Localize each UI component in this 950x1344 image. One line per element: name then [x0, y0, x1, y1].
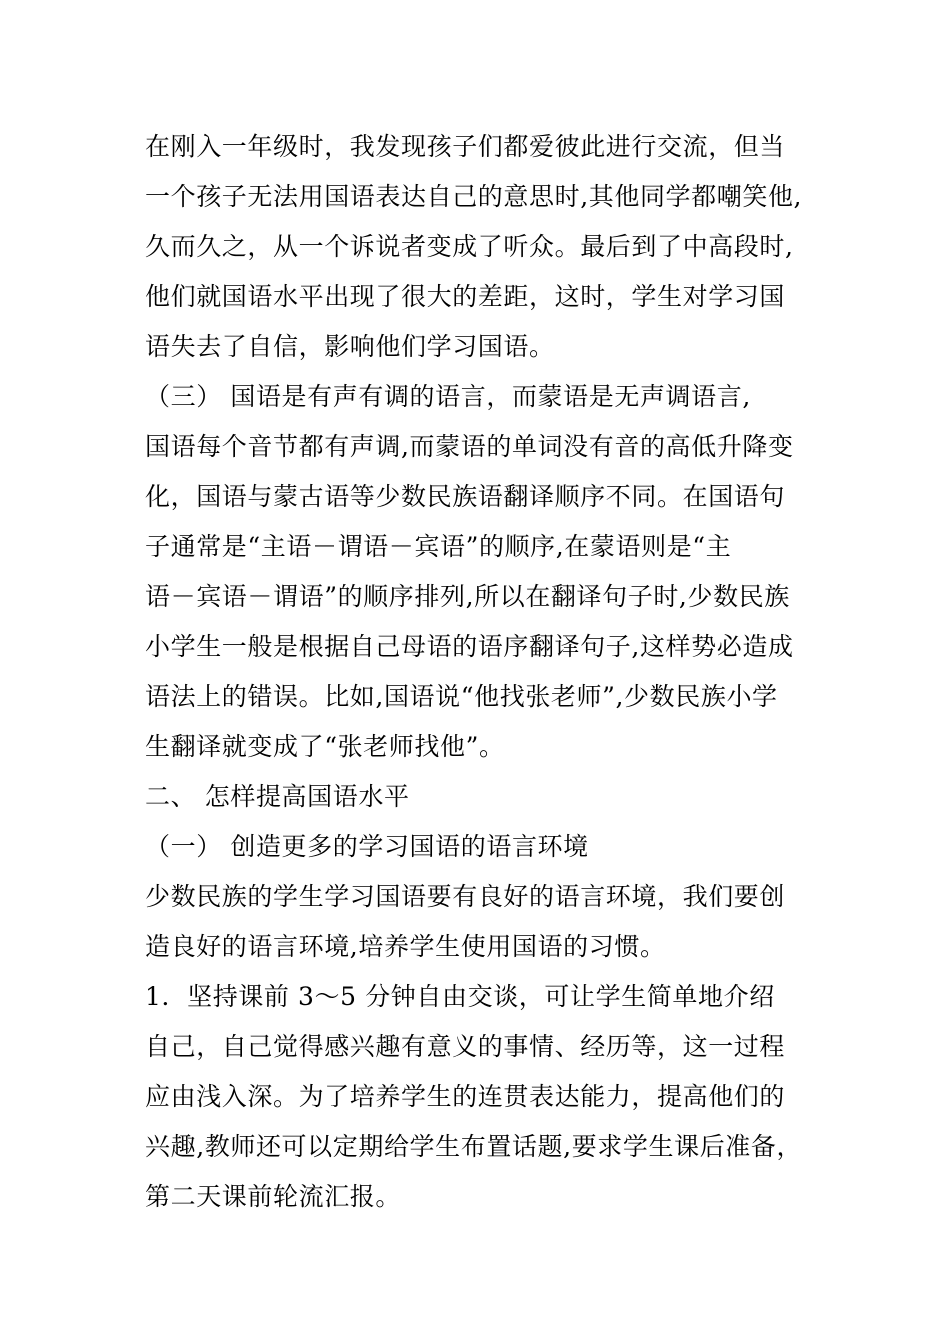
text-line: 久而久之，从一个诉说者变成了听众。最后到了中高段时, — [145, 232, 794, 261]
text-line: 生翻译就变成了“张老师找他”。 — [145, 732, 505, 761]
text-line: 1．坚持课前 3～5 分钟自由交谈，可让学生简单地介绍 — [145, 982, 775, 1011]
subsection-heading: （一） 创造更多的学习国语的语言环境 — [145, 832, 589, 861]
text-line: 在刚入一年级时，我发现孩子们都爱彼此进行交流，但当 — [145, 132, 786, 161]
text-line: 子通常是“主语－谓语－宾语”的顺序,在蒙语则是“主 — [145, 532, 732, 561]
text-line: 自己，自己觉得感兴趣有意义的事情、经历等，这一过程 — [145, 1032, 786, 1061]
text-line: 语法上的错误。比如,国语说“他找张老师”,少数民族小学 — [145, 682, 778, 711]
text-line: 兴趣,教师还可以定期给学生布置话题,要求学生课后准备， — [145, 1132, 803, 1161]
text-line: 第二天课前轮流汇报。 — [145, 1182, 402, 1211]
text-line: 他们就国语水平出现了很大的差距，这时，学生对学习国 — [145, 282, 786, 311]
text-line: 一个孩子无法用国语表达自己的意思时,其他同学都嘲笑他, — [145, 182, 803, 211]
text-line: 小学生一般是根据自己母语的语序翻译句子,这样势必造成 — [145, 632, 794, 661]
section-heading: 二、 怎样提高国语水平 — [145, 782, 410, 811]
text-line: 化，国语与蒙古语等少数民族语翻译顺序不同。在国语句 — [145, 482, 786, 511]
text-line: 少数民族的学生学习国语要有良好的语言环境，我们要创 — [145, 882, 786, 911]
text-line: 语－宾语－谓语”的顺序排列,所以在翻译句子时,少数民族 — [145, 582, 790, 611]
text-line: 造良好的语言环境,培养学生使用国语的习惯。 — [145, 932, 666, 961]
text-line: 国语每个音节都有声调,而蒙语的单词没有音的高低升降变 — [145, 432, 794, 461]
text-line: （三） 国语是有声有调的语言，而蒙语是无声调语言, — [145, 382, 751, 411]
text-line: 语失去了自信，影响他们学习国语。 — [145, 332, 555, 361]
text-line: 应由浅入深。为了培养学生的连贯表达能力，提高他们的 — [145, 1082, 786, 1111]
